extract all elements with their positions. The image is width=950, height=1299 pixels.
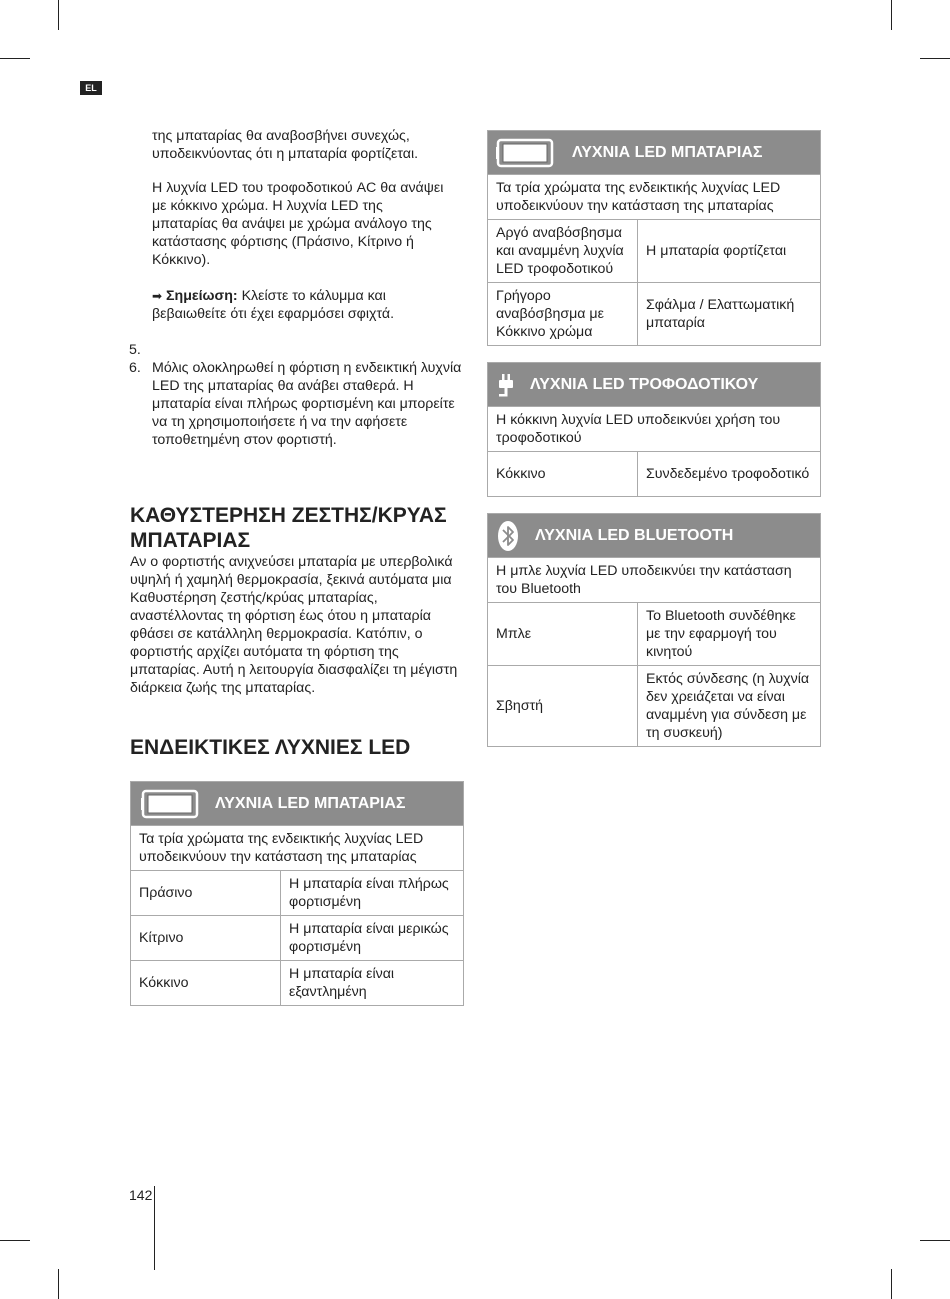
- paragraph-charging: της μπαταρίας θα αναβοσβήνει συνεχώς, υποδεικνύοντας ότι η μπαταρία φορτίζεται.: [152, 128, 419, 162]
- led-meaning: Η μπαταρία είναι μερικώς φορτισμένη: [281, 916, 464, 961]
- table-row: [488, 603, 821, 666]
- battery-icon: [496, 138, 554, 168]
- led-state: Πράσινο: [131, 871, 281, 916]
- table-header: [488, 363, 821, 407]
- led-table-adapter: [487, 362, 821, 497]
- led-state: Σβηστή: [488, 666, 638, 747]
- section-heading: ΚΑΘΥΣΤΕΡΗΣΗ ΖΕΣΤΗΣ/ΚΡΥΑΣ ΜΠΑΤΑΡΙΑΣ: [130, 504, 447, 552]
- table-row: [488, 283, 821, 346]
- crop-mark: [0, 58, 30, 59]
- table-title: ΛΥΧΝΙΑ LED BLUETOOTH: [535, 526, 734, 544]
- led-state: Κόκκινο: [131, 961, 281, 1006]
- battery-icon: [141, 789, 199, 819]
- language-tag: EL: [80, 81, 102, 95]
- led-meaning: Η μπαταρία είναι εξαντλημένη: [281, 961, 464, 1006]
- crop-mark: [891, 1269, 892, 1299]
- led-meaning: Το Bluetooth συνδέθηκε με την εφαρμογή του κινητού: [638, 603, 821, 666]
- crop-mark: [58, 0, 59, 30]
- table-title: ΛΥΧΝΙΑ LED ΤΡΟΦΟΔΟΤΙΚΟΥ: [530, 375, 759, 393]
- crop-mark: [920, 1240, 950, 1241]
- arrow-right-icon: ➡: [152, 289, 163, 303]
- led-table-battery-left: [130, 781, 464, 1006]
- section-body: Αν ο φορτιστής ανιχνεύσει μπαταρία με υπερβολικά υψηλή ή χαμηλή θερμοκρασία, ξεκινά αυτόματα μια Καθυστέρηση ζεστής/κρύας μπαταρίας, αναστέλλοντας τη φόρτιση έως ότου η μπαταρία φθάσει σε κατάλληλη θερμοκρασία. Κατόπιν, ο φορτιστής αρχίζει αυτόματα τη φόρτιση της μπαταρίας. Αυτή η λειτουργία διασφαλίζει τη μέγιστη διάρκεια ζωής της μπαταρίας.: [130, 554, 458, 696]
- page-number: 142: [129, 1187, 153, 1203]
- table-title: ΛΥΧΝΙΑ LED ΜΠΑΤΑΡΙΑΣ: [572, 143, 763, 161]
- table-intro: Τα τρία χρώματα της ενδεικτικής λυχνίας LED υποδεικνύουν την κατάσταση της μπαταρίας: [488, 175, 821, 220]
- footer-rule: [154, 1186, 155, 1270]
- table-intro: Τα τρία χρώματα της ενδεικτικής λυχνίας LED υποδεικνύουν την κατάσταση της μπαταρίας: [131, 826, 464, 871]
- led-meaning: Η μπαταρία φορτίζεται: [638, 220, 821, 283]
- table-header: [488, 131, 821, 175]
- note-label: Σημείωση:: [166, 288, 238, 304]
- table-title: ΛΥΧΝΙΑ LED ΜΠΑΤΑΡΙΑΣ: [215, 794, 406, 812]
- plug-icon: [496, 370, 516, 400]
- table-row: [131, 961, 464, 1006]
- led-meaning: Η μπαταρία είναι πλήρως φορτισμένη: [281, 871, 464, 916]
- led-state: Κόκκινο: [488, 452, 638, 497]
- table-row: [488, 452, 821, 497]
- list-item: Μόλις ολοκληρωθεί η φόρτιση η ενδεικτική λυχνία LED της μπαταρίας θα ανάβει σταθερά. Η μπαταρία είναι πλήρως φορτισμένη και μπορείτε να τη χρησιμοποιήσετε ή να την αφήσετε τοποθετημένη στον φορτιστή.: [152, 360, 462, 448]
- table-row: [488, 220, 821, 283]
- led-state: Γρήγορο αναβόσβησμα με Κόκκινο χρώμα: [488, 283, 638, 346]
- led-meaning: Σφάλμα / Ελαττωματική μπαταρία: [638, 283, 821, 346]
- note-text: Κλείστε το κάλυμμα και βεβαιωθείτε ότι έχει εφαρμόσει σφιχτά.: [152, 288, 395, 322]
- list-number: 5.: [129, 342, 141, 358]
- led-table-bluetooth: [487, 513, 821, 747]
- list-number: 6.: [129, 360, 141, 376]
- table-intro: Η κόκκινη λυχνία LED υποδεικνύει χρήση του τροφοδοτικού: [488, 407, 821, 452]
- table-header: [488, 514, 821, 558]
- crop-mark: [920, 58, 950, 59]
- table-intro: Η μπλε λυχνία LED υποδεικνύει την κατάσταση του Bluetooth: [488, 558, 821, 603]
- paragraph-led-status: Η λυχνία LED του τροφοδοτικού AC θα ανάψει με κόκκινο χρώμα. Η λυχνία LED της μπαταρίας θα ανάψει με χρώμα ανάλογο της κατάστασης φόρτισης (Πράσινο, Κίτρινο ή Κόκκινο).: [152, 180, 444, 268]
- led-state: Αργό αναβόσβησμα και αναμμένη λυχνία LED τροφοδοτικού: [488, 220, 638, 283]
- led-table-battery: [487, 130, 821, 346]
- table-row: [131, 916, 464, 961]
- led-meaning: Εκτός σύνδεσης (η λυχνία δεν χρειάζεται να είναι αναμμένη για σύνδεση με τη συσκευή): [638, 666, 821, 747]
- crop-mark: [58, 1269, 59, 1299]
- led-state: Κίτρινο: [131, 916, 281, 961]
- led-state: Μπλε: [488, 603, 638, 666]
- crop-mark: [891, 0, 892, 30]
- note: [152, 287, 442, 323]
- table-row: [131, 871, 464, 916]
- table-row: [488, 666, 821, 747]
- led-meaning: Συνδεδεμένο τροφοδοτικό: [638, 452, 821, 497]
- crop-mark: [0, 1240, 30, 1241]
- section-heading: ΕΝΔΕΙΚΤΙΚΕΣ ΛΥΧΝΙΕΣ LED: [130, 736, 411, 759]
- table-header: [131, 782, 464, 826]
- bluetooth-icon: [496, 520, 520, 552]
